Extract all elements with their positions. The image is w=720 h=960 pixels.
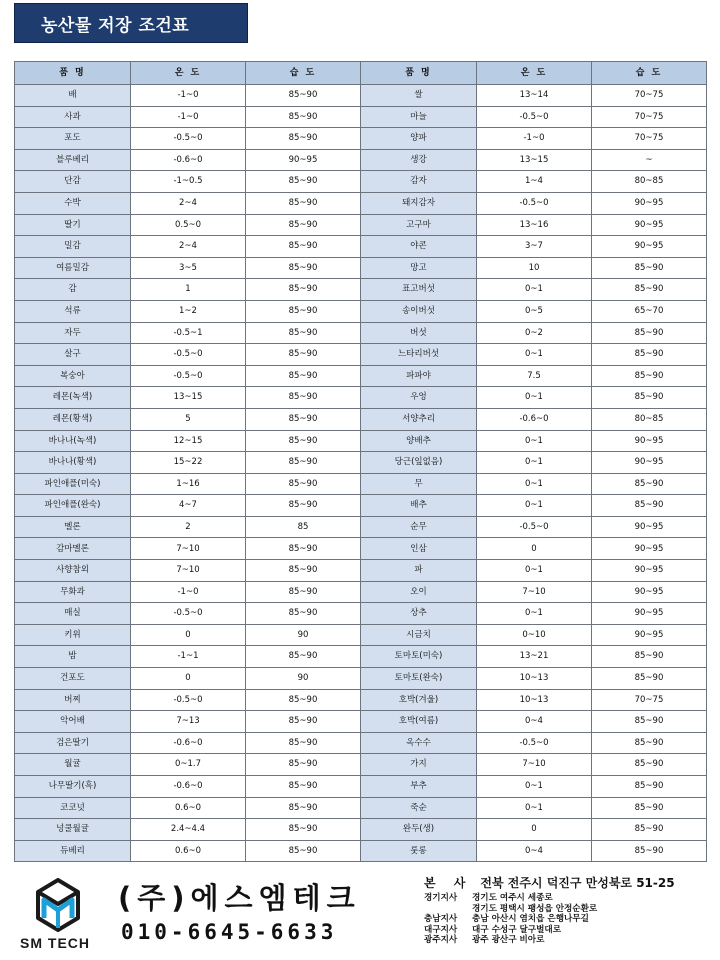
humidity-cell: 90~95 [592,624,707,646]
item-name-cell: 망고 [361,257,477,279]
item-name-cell: 토마토(완숙) [361,668,477,690]
branch-address: 경기도 여주시 세종로 [472,893,553,903]
table-row [15,300,707,322]
humidity-cell: 90~95 [592,430,707,452]
temperature-cell: 7~13 [131,711,246,733]
item-name-cell: 레몬(황색) [15,408,131,430]
temperature-cell: 0~4 [477,840,592,862]
humidity-cell: 85~90 [246,473,361,495]
table-row [15,754,707,776]
table-row [15,128,707,150]
humidity-cell: 65~70 [592,300,707,322]
branch-label: 경기지사 [424,893,458,903]
humidity-cell: 90~95 [246,149,361,171]
temperature-cell: 2.4~4.4 [131,819,246,841]
temperature-cell: 0~1 [477,797,592,819]
humidity-cell: 85~90 [246,711,361,733]
temperature-cell: 0.6~0 [131,840,246,862]
temperature-cell: 1~16 [131,473,246,495]
branch-address: 광주 광산구 비아로 [472,935,545,946]
temperature-cell: 1~2 [131,300,246,322]
item-name-cell: 감마멜론 [15,538,131,560]
humidity-cell: 70~75 [592,106,707,128]
brand-text: SM TECH [20,935,90,951]
temperature-cell: 0~4 [477,711,592,733]
humidity-cell: 85~90 [246,538,361,560]
hq-address: 전북 전주시 덕진구 만성북로 51-25 [480,876,675,890]
temperature-cell: 0~1 [477,603,592,625]
item-name-cell: 죽순 [361,797,477,819]
item-name-cell: 파파야 [361,365,477,387]
humidity-cell: 90~95 [592,214,707,236]
humidity-cell: 85~90 [246,797,361,819]
temperature-cell: -1~0 [131,85,246,107]
item-name-cell: 송이버섯 [361,300,477,322]
header-humidity-left: 습 도 [246,62,361,85]
temperature-cell: 12~15 [131,430,246,452]
header-humidity-right: 습 도 [592,62,707,85]
humidity-cell: 85~90 [246,387,361,409]
temperature-cell: 13~16 [477,214,592,236]
page-title: 농산물 저장 조건표 [14,3,248,43]
temperature-cell: 5 [131,408,246,430]
table-row [15,236,707,258]
item-name-cell: 나무딸기(흑) [15,776,131,798]
humidity-cell: 85~90 [246,840,361,862]
temperature-cell: 10~13 [477,668,592,690]
temperature-cell: 0.5~0 [131,214,246,236]
temperature-cell: -1~0 [477,128,592,150]
temperature-cell: 13~15 [131,387,246,409]
temperature-cell: 10 [477,257,592,279]
table-row [15,538,707,560]
item-name-cell: 배 [15,85,131,107]
table-row [15,85,707,107]
temperature-cell: -0.6~0 [477,408,592,430]
header-temp-right: 온 도 [477,62,592,85]
item-name-cell: 생강 [361,149,477,171]
temperature-cell: 0 [131,624,246,646]
storage-table [14,61,707,862]
headquarters [424,874,675,891]
table-row [15,732,707,754]
humidity-cell: 85~90 [246,257,361,279]
humidity-cell: 85~90 [246,430,361,452]
item-name-cell: 건포도 [15,668,131,690]
humidity-cell: 85~90 [246,754,361,776]
temperature-cell: 3~5 [131,257,246,279]
item-name-cell: 배추 [361,495,477,517]
item-name-cell: 무화과 [15,581,131,603]
temperature-cell: -0.6~0 [131,149,246,171]
temperature-cell: 7.5 [477,365,592,387]
item-name-cell: 사향참외 [15,560,131,582]
temperature-cell: 1 [131,279,246,301]
humidity-cell: 70~75 [592,85,707,107]
branch-label: 충남지사 [424,914,458,925]
humidity-cell: 90~95 [592,452,707,474]
temperature-cell: 15~22 [131,452,246,474]
company-logo [20,878,120,956]
humidity-cell: 85~90 [592,732,707,754]
table-row [15,106,707,128]
humidity-cell: 85~90 [592,776,707,798]
humidity-cell: 90~95 [592,603,707,625]
humidity-cell: 85~90 [592,257,707,279]
humidity-cell: 85~90 [592,668,707,690]
temperature-cell: 0~1 [477,560,592,582]
temperature-cell: -0.5~0 [131,689,246,711]
item-name-cell: 바나나(녹색) [15,430,131,452]
temperature-cell: -0.6~0 [131,776,246,798]
humidity-cell: 85~90 [246,192,361,214]
humidity-cell: 85~90 [592,495,707,517]
humidity-cell: 70~75 [592,689,707,711]
company-name: (주)에스엠테크 [118,881,361,915]
item-name-cell: 월귤 [15,754,131,776]
item-name-cell: 쌀 [361,85,477,107]
humidity-cell: 85~90 [246,581,361,603]
temperature-cell: 0~1 [477,430,592,452]
temperature-cell: -0.5~0 [131,344,246,366]
branch-address: 충남 아산시 염치읍 은행나무길 [472,914,589,925]
item-name-cell: 살구 [15,344,131,366]
item-name-cell: 부추 [361,776,477,798]
humidity-cell: 85~90 [246,365,361,387]
humidity-cell: 85~90 [246,279,361,301]
temperature-cell: -0.5~0 [477,732,592,754]
item-name-cell: 버섯 [361,322,477,344]
humidity-cell: 80~85 [592,171,707,193]
branch-address: 경기도 평택시 팽성읍 안정순환로 [472,903,598,914]
humidity-cell: 85~90 [246,344,361,366]
item-name-cell: 무 [361,473,477,495]
humidity-cell: 85~90 [246,689,361,711]
temperature-cell: 0~1 [477,279,592,301]
humidity-cell: 90 [246,668,361,690]
branch-item [424,893,597,904]
item-name-cell: 완두(생) [361,819,477,841]
table-row [15,452,707,474]
item-name-cell: 딸기 [15,214,131,236]
item-name-cell: 석류 [15,300,131,322]
humidity-cell: 85 [246,516,361,538]
item-name-cell: 우엉 [361,387,477,409]
phone-number: 010-6645-6633 [121,920,338,944]
header-item-right: 품 명 [361,62,477,85]
temperature-cell: 0 [477,819,592,841]
branch-label: 대구지사 [424,924,458,935]
table-row [15,840,707,862]
humidity-cell: 90~95 [592,516,707,538]
item-name-cell: 야콘 [361,236,477,258]
humidity-cell: 85~90 [246,300,361,322]
item-name-cell: 마늘 [361,106,477,128]
item-name-cell: 복숭아 [15,365,131,387]
table-row [15,646,707,668]
item-name-cell: 포도 [15,128,131,150]
temperature-cell: -0.5~0 [131,365,246,387]
item-name-cell: 룻롱 [361,840,477,862]
temperature-cell: 0~1 [477,344,592,366]
humidity-cell: 85~90 [592,711,707,733]
item-name-cell: 검은딸기 [15,732,131,754]
item-name-cell: 느타리버섯 [361,344,477,366]
humidity-cell: 85~90 [246,85,361,107]
temperature-cell: -0.5~1 [131,322,246,344]
table-row [15,603,707,625]
humidity-cell: 85~90 [246,732,361,754]
humidity-cell: 85~90 [246,322,361,344]
temperature-cell: 7~10 [477,754,592,776]
item-name-cell: 매실 [15,603,131,625]
temperature-cell: 1~4 [477,171,592,193]
table-row [15,171,707,193]
humidity-cell: 85~90 [592,387,707,409]
temperature-cell: 0.6~0 [131,797,246,819]
item-name-cell: 서양추리 [361,408,477,430]
humidity-cell: 90~95 [592,236,707,258]
table-row [15,430,707,452]
item-name-cell: 블루베리 [15,149,131,171]
table-row [15,322,707,344]
humidity-cell: 85~90 [592,797,707,819]
humidity-cell: 85~90 [592,754,707,776]
table-row [15,279,707,301]
humidity-cell: 85~90 [246,776,361,798]
temperature-cell: -0.6~0 [131,732,246,754]
humidity-cell: 85~90 [246,603,361,625]
humidity-cell: 85~90 [246,560,361,582]
cube-icon [38,880,78,930]
humidity-cell: 85~90 [246,171,361,193]
humidity-cell: 85~90 [592,840,707,862]
table-row [15,473,707,495]
header-temp-left: 온 도 [131,62,246,85]
humidity-cell: 70~75 [592,128,707,150]
table-row [15,192,707,214]
temperature-cell: 2 [131,516,246,538]
branch-item [424,904,597,915]
table-row [15,344,707,366]
temperature-cell: -0.5~0 [477,106,592,128]
temperature-cell: 0~1 [477,495,592,517]
temperature-cell: 2~4 [131,192,246,214]
temperature-cell: 0~1 [477,452,592,474]
humidity-cell: 85~90 [592,344,707,366]
table-row [15,257,707,279]
item-name-cell: 양배추 [361,430,477,452]
humidity-cell: 80~85 [592,408,707,430]
temperature-cell: 4~7 [131,495,246,517]
table-row [15,387,707,409]
humidity-cell: 85~90 [592,473,707,495]
table-row [15,819,707,841]
branch-item [424,925,597,936]
humidity-cell: 90~95 [592,581,707,603]
temperature-cell: 13~21 [477,646,592,668]
temperature-cell: 0~1 [477,387,592,409]
table-row [15,495,707,517]
item-name-cell: 여름밀감 [15,257,131,279]
temperature-cell: 2~4 [131,236,246,258]
humidity-cell: 90~95 [592,192,707,214]
branch-label: 광주지사 [424,935,458,946]
temperature-cell: 7~10 [477,581,592,603]
temperature-cell: 10~13 [477,689,592,711]
temperature-cell: -0.5~0 [131,128,246,150]
temperature-cell: -1~0 [131,106,246,128]
hq-label: 본 사 [424,876,473,890]
item-name-cell: 당근(잎없음) [361,452,477,474]
item-name-cell: 키위 [15,624,131,646]
item-name-cell: 밤 [15,646,131,668]
table-row [15,624,707,646]
temperature-cell: -0.5~0 [477,516,592,538]
item-name-cell: 토마토(미숙) [361,646,477,668]
temperature-cell: -1~0.5 [131,171,246,193]
humidity-cell: 85~90 [592,279,707,301]
temperature-cell: 7~10 [131,538,246,560]
item-name-cell: 인삼 [361,538,477,560]
temperature-cell: 7~10 [131,560,246,582]
humidity-cell: 85~90 [246,236,361,258]
item-name-cell: 자두 [15,322,131,344]
temperature-cell: 0~10 [477,624,592,646]
item-name-cell: 파 [361,560,477,582]
table-row [15,408,707,430]
table-row [15,668,707,690]
humidity-cell: 85~90 [246,214,361,236]
item-name-cell: 악어배 [15,711,131,733]
header-item-left: 품 명 [15,62,131,85]
table-row [15,797,707,819]
table-row [15,516,707,538]
item-name-cell: 사과 [15,106,131,128]
temperature-cell: 13~14 [477,85,592,107]
humidity-cell: 85~90 [592,365,707,387]
temperature-cell: 0~2 [477,322,592,344]
item-name-cell: 파인애플(완숙) [15,495,131,517]
temperature-cell: 0~1 [477,473,592,495]
humidity-cell: 85~90 [592,819,707,841]
table-row [15,365,707,387]
humidity-cell: 85~90 [246,646,361,668]
temperature-cell: -1~1 [131,646,246,668]
temperature-cell: 13~15 [477,149,592,171]
humidity-cell: 85~90 [246,819,361,841]
item-name-cell: 단감 [15,171,131,193]
item-name-cell: 고구마 [361,214,477,236]
table-row [15,711,707,733]
humidity-cell: 90 [246,624,361,646]
branch-list [424,893,597,946]
humidity-cell: ~ [592,149,707,171]
temperature-cell: -0.5~0 [131,603,246,625]
humidity-cell: 90~95 [592,538,707,560]
table-row [15,560,707,582]
table-row [15,214,707,236]
temperature-cell: 0 [477,538,592,560]
table-header-row [15,62,707,85]
humidity-cell: 85~90 [246,106,361,128]
item-name-cell: 버찌 [15,689,131,711]
item-name-cell: 호박(겨울) [361,689,477,711]
table-row [15,776,707,798]
item-name-cell: 돼지감자 [361,192,477,214]
humidity-cell: 85~90 [246,452,361,474]
table-row [15,689,707,711]
item-name-cell: 파인애플(미숙) [15,473,131,495]
table-body [15,85,707,862]
humidity-cell: 85~90 [592,322,707,344]
item-name-cell: 오이 [361,581,477,603]
item-name-cell: 호박(여름) [361,711,477,733]
humidity-cell: 90~95 [592,560,707,582]
item-name-cell: 밀감 [15,236,131,258]
temperature-cell: 3~7 [477,236,592,258]
temperature-cell: 0~1.7 [131,754,246,776]
table-row [15,581,707,603]
branch-item [424,914,597,925]
temperature-cell: 0~1 [477,776,592,798]
item-name-cell: 상추 [361,603,477,625]
humidity-cell: 85~90 [246,128,361,150]
item-name-cell: 듀베리 [15,840,131,862]
footer [0,870,720,960]
item-name-cell: 옥수수 [361,732,477,754]
humidity-cell: 85~90 [246,495,361,517]
item-name-cell: 바나나(황색) [15,452,131,474]
item-name-cell: 넝쿨월귤 [15,819,131,841]
item-name-cell: 시금치 [361,624,477,646]
item-name-cell: 멜론 [15,516,131,538]
item-name-cell: 가지 [361,754,477,776]
humidity-cell: 85~90 [592,646,707,668]
item-name-cell: 순무 [361,516,477,538]
item-name-cell: 감 [15,279,131,301]
item-name-cell: 코코넛 [15,797,131,819]
item-name-cell: 수박 [15,192,131,214]
item-name-cell: 감자 [361,171,477,193]
temperature-cell: 0 [131,668,246,690]
item-name-cell: 표고버섯 [361,279,477,301]
item-name-cell: 양파 [361,128,477,150]
item-name-cell: 레몬(녹색) [15,387,131,409]
temperature-cell: 0~5 [477,300,592,322]
branch-address: 대구 수성구 달구벌대로 [472,924,561,935]
humidity-cell: 85~90 [246,408,361,430]
table-row [15,149,707,171]
temperature-cell: -0.5~0 [477,192,592,214]
temperature-cell: -1~0 [131,581,246,603]
branch-item [424,935,597,946]
